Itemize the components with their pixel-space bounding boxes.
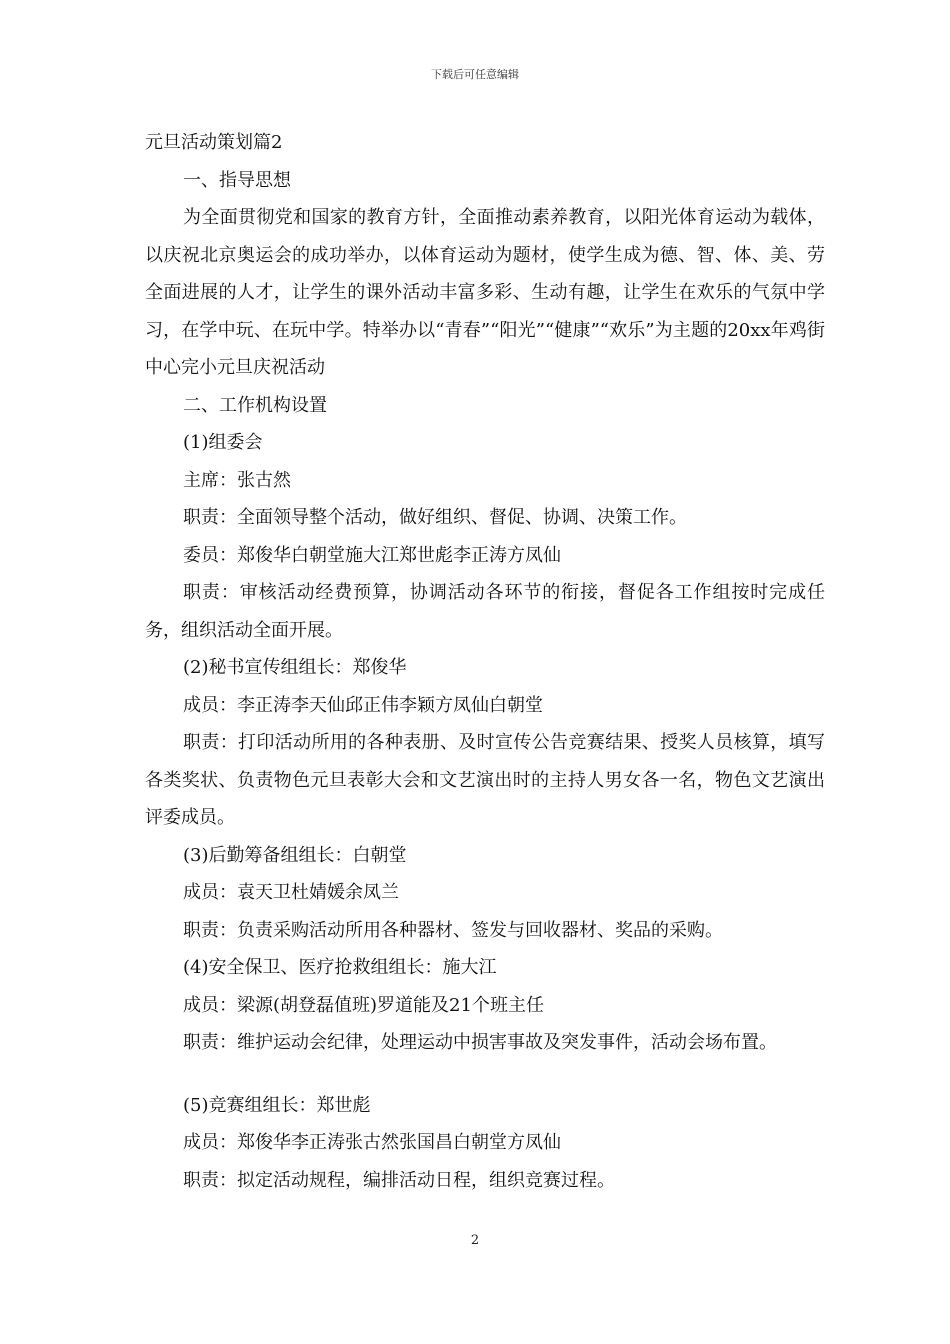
competition-group-heading: (5)竞赛组组长：郑世彪 <box>183 1094 371 1116</box>
competition-duty-line: 职责：拟定活动规程，编排活动日程，组织竞赛过程。 <box>183 1169 615 1191</box>
paragraph-gap <box>145 1062 825 1087</box>
section-heading-organization: 二、工作机构设置 <box>183 394 327 416</box>
chair-line: 主席：张古然 <box>183 469 291 491</box>
security-group-heading: (4)安全保卫、医疗抢救组组长：施大江 <box>183 957 497 978</box>
page-number: 2 <box>470 1233 480 1248</box>
org-committee-heading: (1)组委会 <box>183 432 263 453</box>
logistics-group-heading: (3)后勤筹备组组长：白朝堂 <box>183 844 407 866</box>
members-duty-paragraph: 职责：审核活动经费预算，协调活动各环节的衔接，督促各工作组按时完成任务，组织活动全面开展。 <box>145 582 825 641</box>
page-header: 下载后可任意编辑 <box>431 68 519 81</box>
security-members-line: 成员：梁源(胡登磊值班)罗道能及21个班主任 <box>183 994 544 1016</box>
secretary-members-line: 成员：李正涛李天仙邱正伟李颖方凤仙白朝堂 <box>183 694 543 716</box>
secretary-duty-paragraph: 职责：打印活动所用的各种表册、及时宣传公告竞赛结果、授奖人员核算，填写各类奖状、负责物色元旦表彰大会和文艺演出时的主持人男女各一名，物色文艺演出评委成员。 <box>145 732 825 828</box>
logistics-duty-line: 职责：负责采购活动所用各种器材、签发与回收器材、奖品的采购。 <box>183 919 723 941</box>
members-line: 委员：郑俊华白朝堂施大江郑世彪李正涛方凤仙 <box>183 544 561 566</box>
document-body <box>145 124 825 1199</box>
chair-duty-line: 职责：全面领导整个活动，做好组织、督促、协调、决策工作。 <box>183 507 687 528</box>
security-duty-line: 职责：维护运动会纪律，处理运动中损害事故及突发事件，活动会场布置。 <box>183 1032 777 1053</box>
logistics-members-line: 成员：袁天卫杜婧媛余凤兰 <box>183 882 399 903</box>
paragraph-guiding-ideology: 为全面贯彻党和国家的教育方针，全面推动素养教育，以阳光体育运动为载体，以庆祝北京奥运会的成功举办，以体育运动为题材，使学生成为德、智、体、美、劳全面进展的人才，让学生的课外活动丰富多彩、生动有趣，让学生在欢乐的气氛中学习，在学中玩、在玩中学。特举办以“青春”“阳光”“健康”“欢乐”为主题的20xx年鸡街中心完小元旦庆祝活动 <box>145 207 825 378</box>
secretary-group-heading: (2)秘书宣传组组长：郑俊华 <box>183 657 407 678</box>
section-heading-guiding-ideology: 一、指导思想 <box>183 169 291 191</box>
competition-members-line: 成员：郑俊华李正涛张古然张国昌白朝堂方凤仙 <box>183 1132 561 1153</box>
document-title: 元旦活动策划篇2 <box>145 132 283 153</box>
